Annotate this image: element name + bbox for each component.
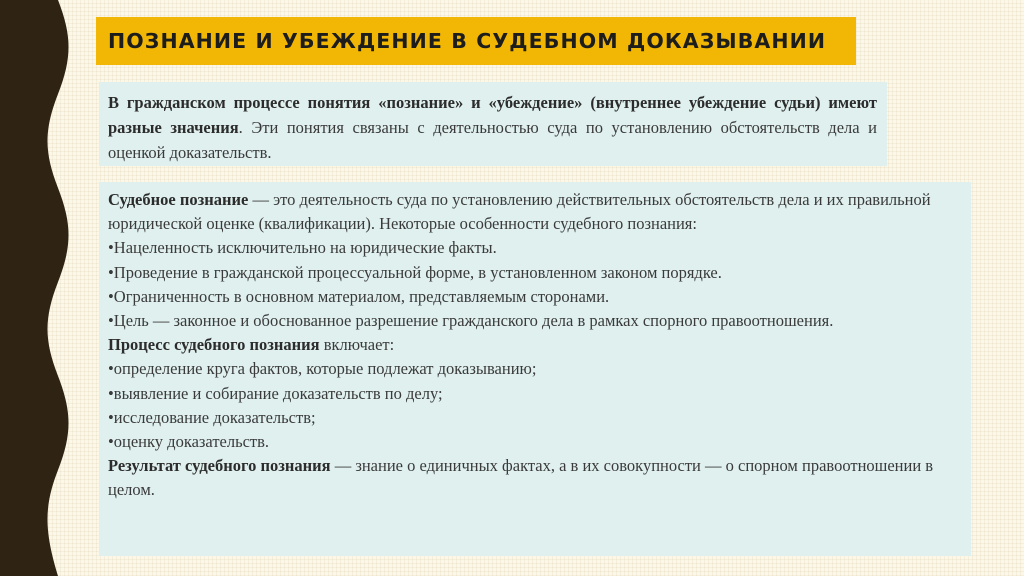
process-step: •оценку доказательств. xyxy=(108,432,270,452)
result-paragraph xyxy=(108,454,961,502)
process-step: •выявление и собирание доказательств по делу; xyxy=(108,383,443,403)
feature-item: •Цель — законное и обоснованное разрешение гражданского дела в рамках спорного правоотношения. xyxy=(108,311,834,331)
process-step: •исследование доказательств; xyxy=(108,407,316,427)
process-paragraph xyxy=(108,333,961,357)
feature-item: •Ограниченность в основном материалом, представляемым сторонами. xyxy=(108,286,610,306)
intro-text: . Эти понятия связаны с деятельностью суда по установлению обстоятельств дела и оценкой доказательств. xyxy=(108,118,877,162)
intro-bold-text: В гражданском процессе понятия «познание» и «убеждение» (внутреннее убеждение судьи) имеют разные значения xyxy=(108,93,877,137)
definition-term: Судебное познание xyxy=(108,190,249,209)
process-step: •определение круга фактов, которые подлежат доказыванию; xyxy=(108,359,537,379)
process-text: включает: xyxy=(319,335,395,355)
title-bar xyxy=(96,17,856,65)
slide-title: ПОЗНАНИЕ И УБЕЖДЕНИЕ В СУДЕБНОМ ДОКАЗЫВАНИИ xyxy=(108,29,827,53)
feature-item: •Нацеленность исключительно на юридические факты. xyxy=(108,238,497,258)
process-term: Процесс судебного познания xyxy=(108,335,320,355)
intro-box xyxy=(99,82,887,166)
details-box xyxy=(99,182,971,556)
result-text: — знание о единичных фактах, а в их совокупности — о спорном правоотношении в целом. xyxy=(108,456,934,500)
decorative-wavy-band xyxy=(0,0,80,576)
definition-paragraph xyxy=(108,188,961,236)
definition-text: — это деятельность суда по установлению действительных обстоятельств дела и их правильной юридической оценке (квалификации). Некоторые особенности судебного познания: xyxy=(108,190,931,234)
feature-item: •Проведение в гражданской процессуальной форме, в установленном законом порядке. xyxy=(108,262,722,282)
result-term: Результат судебного познания xyxy=(108,456,331,476)
